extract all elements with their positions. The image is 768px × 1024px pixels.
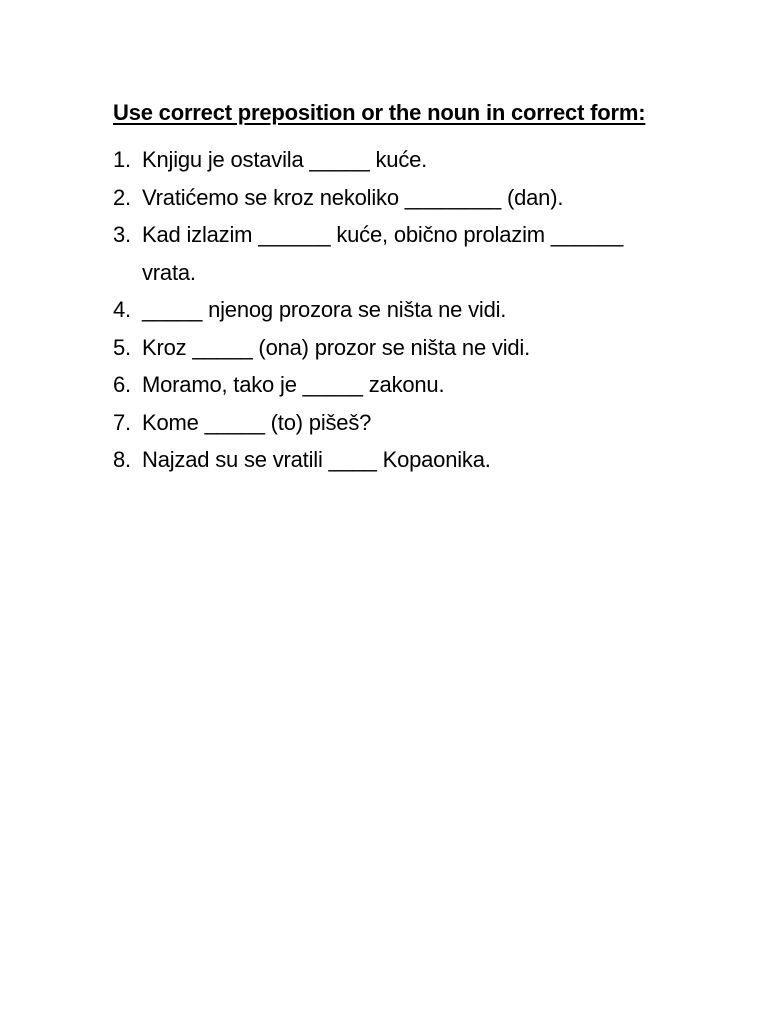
exercise-text: Najzad su se vratili ____ Kopaonika. bbox=[142, 447, 491, 472]
exercise-number: 4. bbox=[113, 297, 131, 322]
worksheet bbox=[113, 94, 673, 479]
exercise-item bbox=[113, 179, 673, 217]
exercise-list bbox=[113, 141, 673, 479]
exercise-item bbox=[113, 329, 673, 367]
exercise-text: Kad izlazim ______ kuće, obično prolazim ______ vrata. bbox=[142, 222, 624, 285]
exercise-item bbox=[113, 141, 673, 179]
exercise-item bbox=[113, 366, 673, 404]
exercise-item bbox=[113, 404, 673, 442]
exercise-text: Knjigu je ostavila _____ kuće. bbox=[142, 147, 428, 172]
exercise-item bbox=[113, 291, 673, 329]
exercise-text: Vratićemo se kroz nekoliko ________ (dan). bbox=[142, 184, 564, 210]
exercise-number: 5. bbox=[113, 334, 131, 360]
worksheet-title: Use correct preposition or the noun in correct form: bbox=[113, 100, 646, 125]
exercise-item bbox=[113, 216, 673, 291]
exercise-number: 6. bbox=[113, 372, 131, 397]
exercise-text: Kroz _____ (ona) prozor se ništa ne vidi. bbox=[142, 334, 531, 360]
exercise-number: 2. bbox=[113, 184, 131, 210]
exercise-item bbox=[113, 441, 673, 479]
exercise-text: _____ njenog prozora se ništa ne vidi. bbox=[142, 297, 507, 322]
exercise-number: 7. bbox=[113, 409, 131, 435]
exercise-number: 3. bbox=[113, 222, 131, 247]
exercise-number: 8. bbox=[113, 447, 131, 472]
exercise-text: Kome _____ (to) pišeš? bbox=[142, 409, 372, 435]
exercise-number: 1. bbox=[113, 147, 131, 172]
exercise-text: Moramo, tako je _____ zakonu. bbox=[142, 372, 445, 397]
